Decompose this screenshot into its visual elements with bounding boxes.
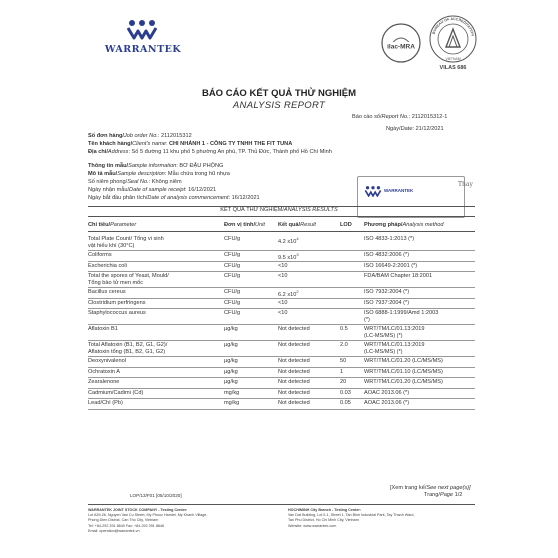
sample-info-line: Thông tin mẫu/Sample information: BƠ ĐẬU PHỘNG <box>88 163 224 169</box>
method-cell: AOAC 2013.06 (*) <box>364 400 410 406</box>
footer-right-line: Van Dat Building, Lot II-1, Street 1, Tan Binh Industrial Park, Tay Thanh Ward, <box>288 513 415 518</box>
sample-desc-line: Mô tả mẫu/Sample description: Mẫu chứa trong hũ nhựa <box>88 171 230 177</box>
footer-left-title: WARRANTEK JOINT STOCK COMPANY - Testing Center: <box>88 508 188 512</box>
footer-right-line: Tan Phu District, Ho Chi Minh City, Vietnam <box>288 518 359 523</box>
result-exponent: 2 <box>296 289 299 294</box>
method-cell: ISO 4832:2006 (*) <box>364 252 410 258</box>
row-divider <box>88 340 475 341</box>
unit-cell: CFU/g <box>224 236 241 242</box>
result-cell <box>278 358 310 364</box>
parameter-cell: Bacillus cereus <box>88 289 126 295</box>
result-cell <box>278 310 288 316</box>
stamp-handwriting: Thay <box>458 181 473 188</box>
continuation-note: [Xem trang kế/See next page(s)] <box>390 485 471 491</box>
result-value: Not detected <box>278 368 310 375</box>
sample-desc: Mẫu chứa trong hũ nhựa <box>167 171 230 177</box>
unit-cell: µg/kg <box>224 358 238 364</box>
parameter-cell: Staphylococcus aureus <box>88 310 146 316</box>
ilac-mra-logo <box>380 22 422 64</box>
row-divider <box>88 287 475 288</box>
col-unit-header: Đơn vị tính/Unit <box>224 222 265 228</box>
result-cell <box>278 400 310 406</box>
parameter-cell: Aflatoxin tổng (B1, B2, G1, G2) <box>88 348 166 355</box>
parameter-cell: Tổng bào tử men mốc <box>88 279 144 286</box>
warrantek-logo <box>88 18 198 68</box>
row-divider <box>88 377 475 378</box>
method-cell: ISO 7937:2004 (*) <box>364 299 410 306</box>
received-date: 16/12/2021 <box>188 187 217 193</box>
lod-cell: 50 <box>340 358 347 364</box>
method-cell: WRT/TM/LC/01.20 (LC/MS/MS) <box>364 358 443 364</box>
col-lod-header: LOD <box>340 222 352 228</box>
client-name: CHI NHÁNH 1 - CÔNG TY TNHH THE FIT TUNA <box>168 141 293 147</box>
unit-cell: CFU/g <box>224 289 241 295</box>
footer-left-line: Phong Dien District, Can Tho City, Vietnam <box>88 518 159 523</box>
row-divider <box>88 367 475 368</box>
col-result-header: Kết quả/Result <box>278 222 316 228</box>
row-divider <box>88 271 475 272</box>
footer-left <box>88 508 278 534</box>
method-cell: ISO 7932:2004 (*) <box>364 289 410 295</box>
warrantek-logo-icon <box>126 18 158 40</box>
stamp-logo-icon <box>364 185 382 197</box>
method-cell: (*) <box>364 316 370 323</box>
footer-right-title: HOCHIMINH City Branch - Testing Center: <box>288 508 362 512</box>
result-value: 9.5 x10 <box>278 254 297 261</box>
svg-text:BUREAU OF ACCREDITATION <box>432 17 475 37</box>
report-date: 21/12/2021 <box>415 126 444 132</box>
parameter-cell: Zearalenone <box>88 379 120 385</box>
page-number: 1/2 <box>454 492 463 498</box>
results-heading: KẾT QUẢ THỬ NGHIỆM/ANALYSIS RESULTS <box>220 207 338 213</box>
lod-cell: 2.0 <box>340 342 348 348</box>
report-number: 2112015312-1 <box>411 114 448 120</box>
result-cell <box>278 326 310 332</box>
result-value: Not detected <box>278 342 310 348</box>
row-divider <box>88 398 475 399</box>
analysis-start-date: 16/12/2021 <box>231 195 260 201</box>
method-cell: WRT/TM/LC/01.13:2019 <box>364 342 425 348</box>
lod-cell: 20 <box>340 379 347 385</box>
unit-cell: µg/kg <box>224 326 238 332</box>
row-divider <box>88 308 475 309</box>
result-cell <box>278 369 310 375</box>
result-value: Not detected <box>278 326 310 332</box>
result-cell <box>278 379 310 385</box>
client-name-line: Tên khách hàng/Client's name: CHI NHÁNH 1 - CÔNG TY TNHH THE FIT TUNA <box>88 141 293 147</box>
report-title-vi: BÁO CÁO KẾT QUẢ THỬ NGHIỆM <box>201 88 357 99</box>
table-header-rule <box>88 231 475 232</box>
client-address: Số 5 đường 11 khu phố 5 phường An phú, TP. Thủ Đức, Thành phố Hồ Chí Minh <box>131 149 332 155</box>
result-cell <box>278 263 288 269</box>
result-value: Not detected <box>278 379 310 385</box>
result-cell <box>278 390 310 396</box>
unit-cell: mg/kg <box>224 389 240 396</box>
parameter-cell: Total Aflatoxin (B1, B2, G1, G2)/ <box>88 342 168 348</box>
lod-cell: 0.5 <box>340 326 348 332</box>
unit-cell: CFU/g <box>224 262 241 269</box>
method-cell: WRT/TM/LC/01.13:2019 <box>364 326 425 332</box>
footer-left-line: Tel: +84-292 391 8840 Fax: +84-292 391 8846 <box>88 523 165 528</box>
footer-left-line: Email: operation@warrantek.vn <box>88 528 140 533</box>
sample-info: BƠ ĐẬU PHỘNG <box>179 163 224 169</box>
result-value: <10 <box>278 299 288 306</box>
unit-cell: CFU/g <box>224 273 241 279</box>
report-date-line: Ngày/Date: 21/12/2021 <box>386 126 444 132</box>
seal-no: Không niêm <box>151 179 182 185</box>
result-exponent: 3 <box>296 252 299 257</box>
result-value: <10 <box>278 273 288 279</box>
method-cell: (LC-MS/MS) (*) <box>364 332 403 339</box>
unit-cell: µg/kg <box>224 342 238 348</box>
method-cell: (LC-MS/MS) (*) <box>364 348 403 355</box>
results-heading-rule <box>88 216 475 217</box>
parameter-cell: Escherichia coli <box>88 262 127 269</box>
method-cell: FDA/BAM Chapter 18:2001 <box>364 273 433 279</box>
result-value: 6.2 x10 <box>278 291 297 298</box>
report-title-en: ANALYSIS REPORT <box>232 100 326 111</box>
result-cell <box>278 236 299 245</box>
ilac-label: ilac-MRA <box>387 43 415 51</box>
form-code: LOP/13/F01 [05/10/2020] <box>130 493 182 498</box>
result-value: Not detected <box>278 400 310 406</box>
seal-no-line: Số niêm phong/Seal No.: Không niêm <box>88 179 182 185</box>
method-cell: WRT/TM/LC/01.20 (LC/MS/MS) <box>364 379 443 385</box>
footer-right <box>288 508 478 529</box>
page-number-line: Trang/Page 1/2 <box>424 492 463 498</box>
received-date-line: Ngày nhận mẫu/Date of sample receipt: 16/12/2021 <box>88 187 217 193</box>
result-cell <box>278 300 288 306</box>
method-cell: WRT/TM/LC/01.10 (LC/MS/MS) <box>364 368 443 375</box>
method-cell: ISO 16649-2:2001 (*) <box>364 262 418 269</box>
parameter-cell: Aflatoxin B1 <box>88 326 118 332</box>
unit-cell: µg/kg <box>224 379 238 385</box>
method-cell: ISO 6888-1:1999/Amd 1:2003 <box>364 310 439 316</box>
parameter-cell: Total Plate Count/ Tổng vi sinh <box>88 236 164 242</box>
vilas-label: VILAS 686 <box>439 65 467 71</box>
footer-rule <box>88 504 475 505</box>
method-cell: ISO 4833-1:2013 (*) <box>364 236 415 242</box>
row-divider <box>88 298 475 299</box>
unit-cell: CFU/g <box>224 299 241 306</box>
row-divider <box>88 388 475 389</box>
row-divider <box>88 409 475 410</box>
result-value: <10 <box>278 262 288 269</box>
lod-cell: 0.05 <box>340 400 351 406</box>
result-value: Not detected <box>278 358 310 364</box>
brand-name: WARRANTEK <box>104 44 182 55</box>
result-value: <10 <box>278 310 288 316</box>
result-exponent: 4 <box>296 236 299 241</box>
unit-cell: µg/kg <box>224 368 238 375</box>
row-divider <box>88 261 475 262</box>
result-cell <box>278 273 288 279</box>
parameter-cell: Total the spores of Yeast, Mould/ <box>88 273 169 279</box>
footer-right-line: Website: www.warrantek.com <box>288 523 337 528</box>
row-divider <box>88 324 475 325</box>
job-order-no: 2112015312 <box>160 133 192 139</box>
client-address-line: Địa chỉ/Address: Số 5 đường 11 khu phố 5 phường An phú, TP. Thủ Đức, Thành phố Hồ Chí Minh <box>88 149 332 155</box>
method-cell: AOAC 2013.06 (*) <box>364 389 410 396</box>
col-method-header: Phương pháp/Analysis method <box>364 222 444 228</box>
row-divider <box>88 356 475 357</box>
lod-cell: 0.03 <box>340 389 351 396</box>
job-order-line: Số đơn hàng/Job order No.: 2112015312 <box>88 133 192 139</box>
parameter-cell: vật hiếu khí (30°C) <box>88 242 135 249</box>
report-number-line: Báo cáo số/Report No.: 2112015312-1 <box>352 114 448 120</box>
analysis-start-line: Ngày bắt đầu phân tích/Date of analysis commencement: 16/12/2021 <box>88 195 260 201</box>
unit-cell: CFU/g <box>224 252 241 258</box>
vilas-country: VIETNAM <box>445 57 461 61</box>
lod-cell: 1 <box>340 368 344 375</box>
result-value: Not detected <box>278 389 310 396</box>
col-param-header: Chỉ tiêu/Parameter <box>88 222 137 228</box>
parameter-cell: Deoxynivalenol <box>88 358 126 364</box>
parameter-cell: Cadmium/Cadimi (Cd) <box>88 389 144 396</box>
stamp-brand: WARRANTEK <box>384 188 414 193</box>
parameter-cell: Coliforms <box>88 252 112 258</box>
result-value: 4.2 x10 <box>278 238 297 245</box>
row-divider <box>88 250 475 251</box>
result-cell <box>278 342 310 348</box>
parameter-cell: Lead/Chì (Pb) <box>88 400 123 406</box>
unit-cell: CFU/g <box>224 310 241 316</box>
vilas-seal <box>428 14 478 64</box>
vilas-ring-text: BUREAU OF ACCREDITATION <box>431 16 475 37</box>
parameter-cell: Ochratoxin A <box>88 368 121 375</box>
footer-left-line: Lot A39-26, Nguyen Van Cu Street, My Phuoc Hamlet, My Khanh Village, <box>88 513 208 518</box>
unit-cell: mg/kg <box>224 400 240 406</box>
parameter-cell: Clostridium perfringens <box>88 299 146 306</box>
